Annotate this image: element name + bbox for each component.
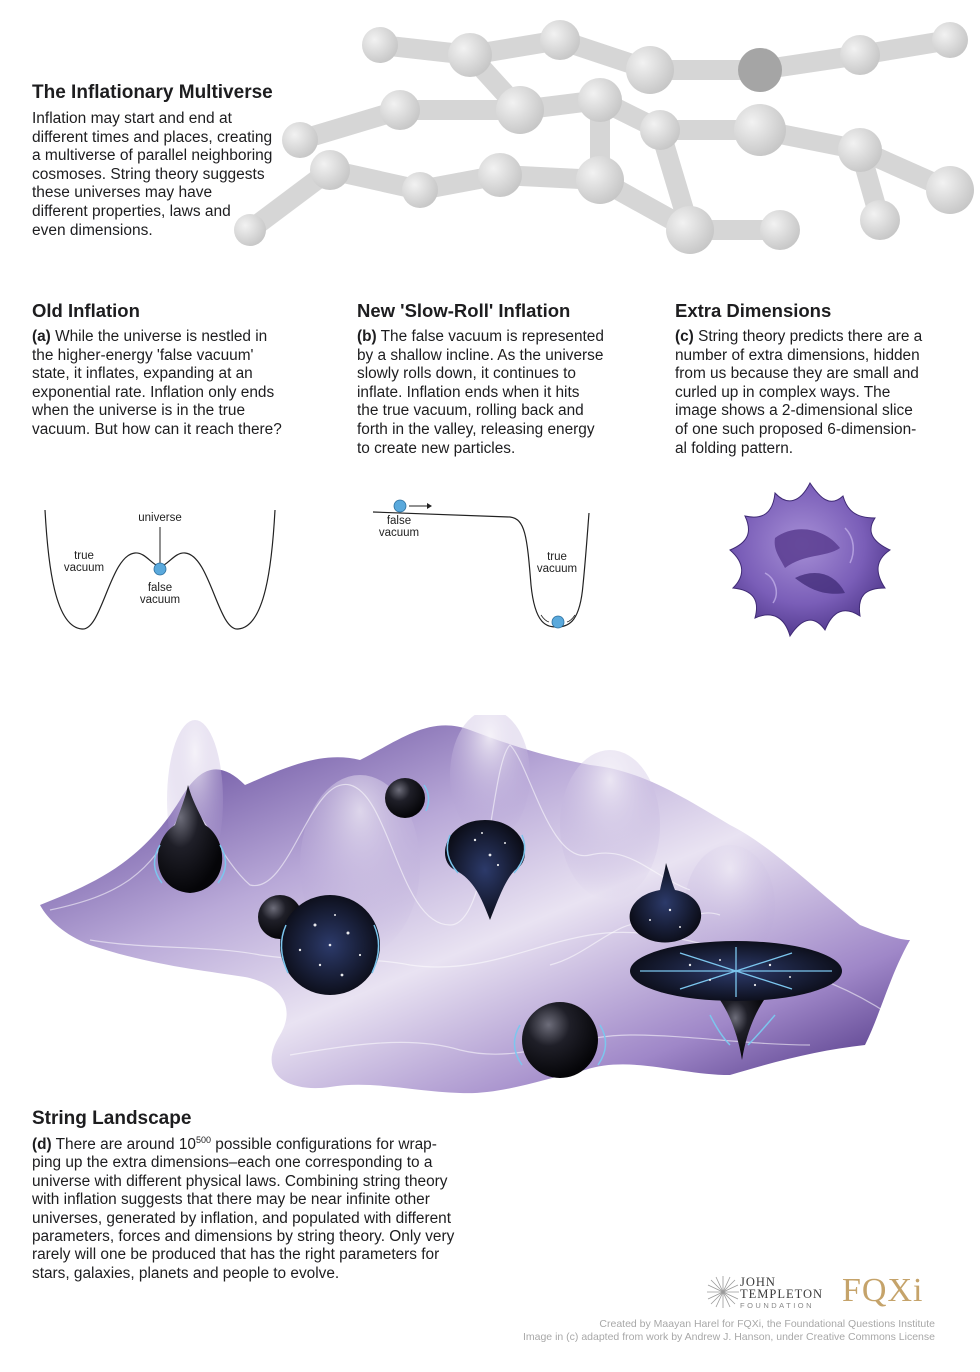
slow-roll-heading: New 'Slow-Roll' Inflation xyxy=(357,300,571,321)
extra-dimensions-text: (c) String theory predicts there are a number of extra dimensions, hidden from us because they are small and curled up in complex ways. The image shows a 2-dimensional slice of one such proposed 6-dimension- al folding pattern. xyxy=(675,328,923,457)
string-landscape-heading: String Landscape xyxy=(32,1108,192,1129)
label-false-vacuum-a: false vacuum xyxy=(139,582,181,606)
string-landscape-illustration xyxy=(30,715,920,1105)
slow-roll-text: (b) The false vacuum is represented by a shallow incline. As the universe slowly rolls down, it continues to inflate. Inflation ends when it hits the true vacuum, rolling back and forth in the valley, releasing energy to create new particles. xyxy=(357,328,604,457)
universe-ball-icon xyxy=(154,563,166,575)
label-true-vacuum-b: true vacuum xyxy=(536,551,578,575)
credit-line-2: Image in (c) adapted from work by Andrew J. Hanson, under Creative Commons License xyxy=(522,1331,935,1343)
templeton-starburst-icon xyxy=(706,1275,740,1309)
old-inflation-text: (a) While the universe is nestled in the higher-energy 'false vacuum' state, it inflates, expanding at an exponential rate. Inflation only ends when the universe is in the true vacuum. But how can it reach there? xyxy=(32,328,282,438)
settled-ball-icon xyxy=(552,616,564,628)
old-inflation-heading: Old Inflation xyxy=(32,300,140,321)
fqxi-logo: FQXi xyxy=(842,1272,924,1309)
arrow-right-icon xyxy=(427,503,432,509)
page-title: The Inflationary Multiverse xyxy=(32,82,273,103)
string-landscape-text: (d) There are around $10^{500}$ possible configurations for wrap- ping up the extra dimensions–each one corresponding to a universe with different physical laws. Combining string theory with inflation suggests that there may be near infinite other universes, generated by inflation, and populated with different parameters, forces and dimensions by string theory. Only very rarely will one be produced that has the right parameters for stars, galaxies, planets and people to evolve. xyxy=(32,1134,455,1282)
extra-dimensions-heading: Extra Dimensions xyxy=(675,300,832,321)
john-templeton-foundation-logo: JOHN TEMPLETON FOUNDATION xyxy=(740,1275,824,1310)
credit-line-1: Created by Maayan Harel for FQXi, the Foundational Questions Institute xyxy=(599,1318,935,1330)
label-universe: universe xyxy=(138,512,182,524)
rolling-ball-icon xyxy=(394,500,406,512)
label-true-vacuum-a: true vacuum xyxy=(63,550,105,574)
intro-text: Inflation may start and end at different times and places, creating a multiverse of parallel neighboring cosmoses. String theory suggests these universes may have different properties, laws and even dimensions. xyxy=(32,110,273,239)
calabi-yau-shape-image xyxy=(725,478,895,643)
label-false-vacuum-b: false vacuum xyxy=(378,515,420,539)
